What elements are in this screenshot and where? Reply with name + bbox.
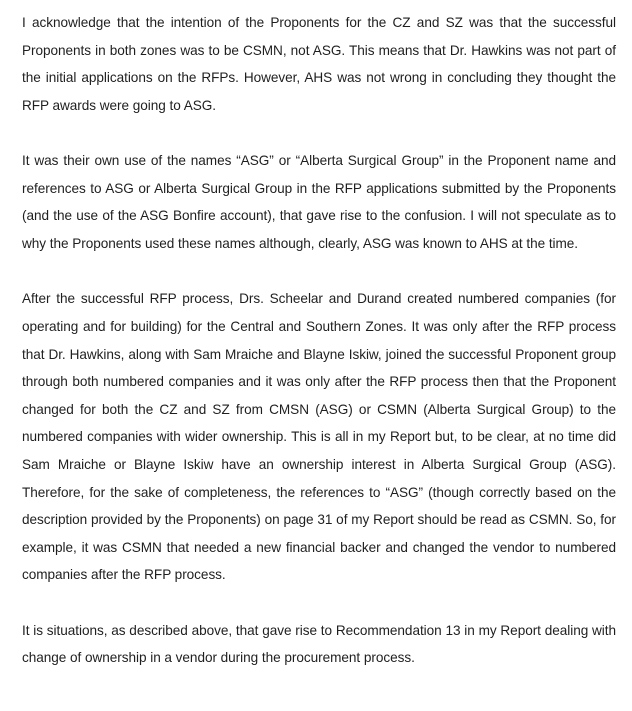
- document-body: [22, 9, 616, 672]
- paragraph-acknowledgement: I acknowledge that the intention of the Proponents for the CZ and SZ was that the successful Proponents in both zones was to be CSMN, not ASG. This means that Dr. Hawkins was not part of the initial applications on the RFPs. However, AHS was not wrong in concluding they thought the RFP awards were going to ASG.: [22, 15, 616, 113]
- paragraph-recommendation-13: It is situations, as described above, that gave rise to Recommendation 13 in my Report dealing with change of ownership in a vendor during the procurement process.: [22, 622, 616, 666]
- paragraph-asg-name-confusion: It was their own use of the names “ASG” or “Alberta Surgical Group” in the Proponent name and references to ASG or Alberta Surgical Group in the RFP applications submitted by the Proponents (and the use of the ASG Bonfire account), that gave rise to the confusion. I will not speculate as to why the Proponents used these names although, clearly, ASG was known to AHS at the time.: [22, 153, 616, 251]
- paragraph-numbered-companies: After the successful RFP process, Drs. Scheelar and Durand created numbered companies (for operating and for building) for the Central and Southern Zones. It was only after the RFP process that Dr. Hawkins, along with Sam Mraiche and Blayne Iskiw, joined the successful Proponent group through both numbered companies and it was only after the RFP process then that the Proponent changed for both the CZ and SZ from CMSN (ASG) or CSMN (Alberta Surgical Group) to the numbered companies with wider ownership. This is all in my Report but, to be clear, at no time did Sam Mraiche or Blayne Iskiw have an ownership interest in Alberta Surgical Group (ASG). Therefore, for the sake of completeness, the references to “ASG” (though correctly based on the description provided by the Proponents) on page 31 of my Report should be read as CSMN. So, for example, it was CSMN that needed a new financial backer and changed the vendor to numbered companies after the RFP process.: [22, 291, 616, 583]
